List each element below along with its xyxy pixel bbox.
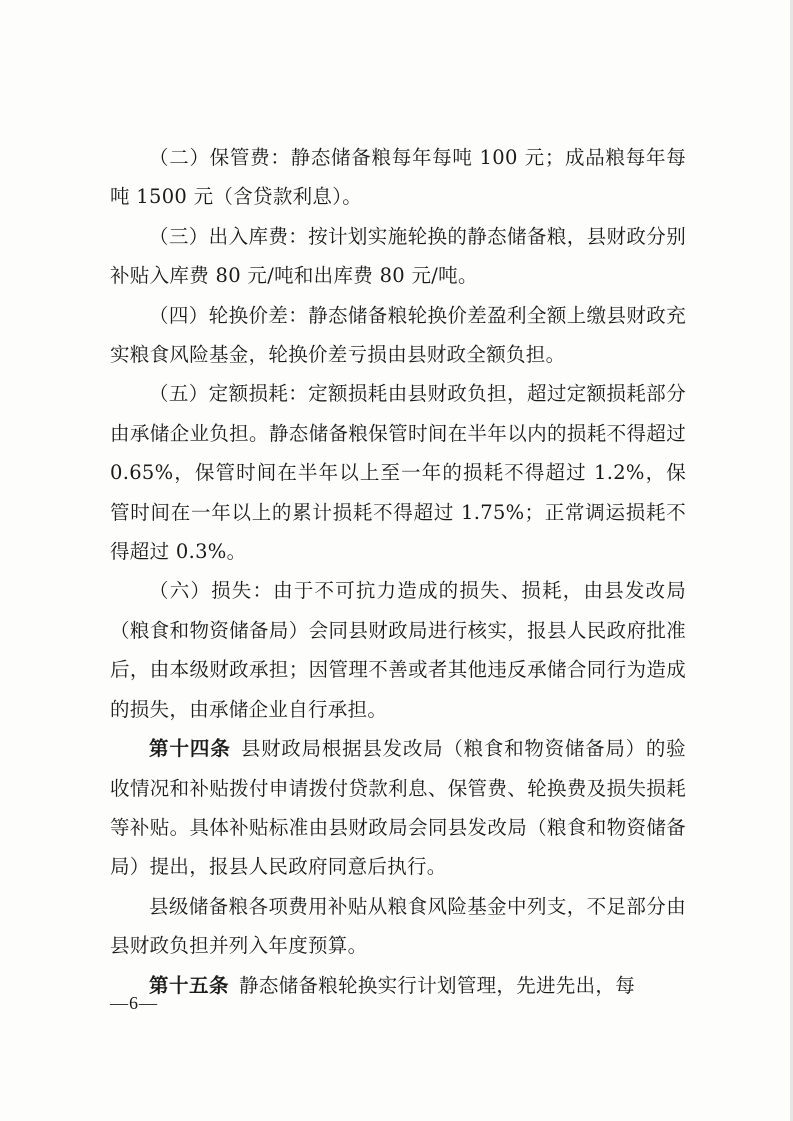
article-15 xyxy=(110,966,686,1005)
paragraph-rotation-price-difference: （四）轮换价差：静态储备粮轮换价差盈利全额上缴县财政充实粮食风险基金，轮换价差亏损由县财政全额负担。 xyxy=(110,303,686,367)
paragraph-losses: （六）损失：由于不可抗力造成的损失、损耗，由县发改局（粮食和物资储备局）会同县财政局进行核实，报县人民政府批准后，由本级财政承担；因管理不善或者其他违反承储合同行为造成的损失，由承储企业自行承担。 xyxy=(110,579,686,721)
document-body xyxy=(110,138,686,1005)
article-14 xyxy=(110,729,686,887)
paragraph-storage-fee: （二）保管费：静态储备粮每年每吨 100 元；成品粮每年每吨 1500 元（含贷款利息）。 xyxy=(110,146,686,209)
paragraph-quota-loss: （五）定额损耗：定额损耗由县财政负担，超过定额损耗部分由承储企业负担。静态储备粮保管时间在半年以内的损耗不得超过 0.65%，保管时间在半年以上至一年的损耗不得超过 1.2%，保管时间在一年以上的累计损耗不得超过 1.75%；正常调运损耗不得超过 0.3%。 xyxy=(110,382,686,564)
article-14-number: 第十四条 xyxy=(149,737,231,761)
paragraph-warehouse-fee: （三）出入库费：按计划实施轮换的静态储备粮，县财政分别补贴入库费 80 元/吨和出库费 80 元/吨。 xyxy=(110,224,686,288)
article-15-text: 静态储备粮轮换实行计划管理，先进先出，每 xyxy=(239,973,636,997)
article-14-text: 县财政局根据县发改局（粮食和物资储备局）的验收情况和补贴拨付申请拨付贷款利息、保管费、轮换费及损失损耗等补贴。具体补贴标准由县财政局会同县发改局（粮食和物资储备局）提出，报县人民政府同意后执行。 xyxy=(110,737,686,879)
article-15-number: 第十五条 xyxy=(149,973,230,997)
page-number: —6— xyxy=(110,993,158,1013)
paragraph-subsidy-funding: 县级储备粮各项费用补贴从粮食风险基金中列支，不足部分由县财政负担并列入年度预算。 xyxy=(110,894,686,958)
